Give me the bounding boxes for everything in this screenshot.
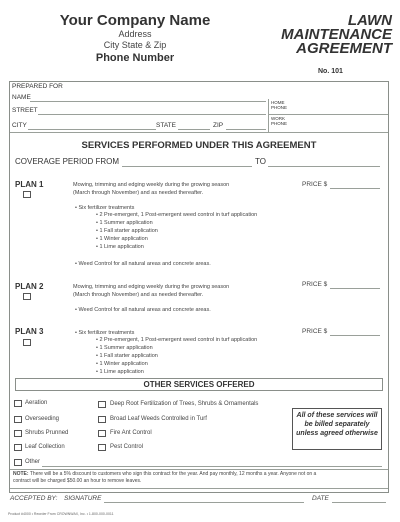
company-name: Your Company Name (59, 12, 211, 29)
plan-3-fert: • Six fertilizer treatments (75, 330, 135, 336)
plan-1-desc-1: Mowing, trimming and edging weekly during the growing season (73, 182, 230, 188)
pest-control-label: Pest Control (110, 444, 144, 450)
leaf-collection-label: Leaf Collection (25, 444, 65, 450)
note-line-2: contract will be charged $50.00 an hour to remove leaves. (13, 478, 142, 484)
billing-note: All of these services will be billed separately unless agreed otherwise (292, 408, 382, 450)
aeration-checkbox[interactable] (14, 400, 22, 407)
form-number: No. 101 (318, 68, 343, 75)
plan-2-weed: • Weed Control for all natural areas and concrete areas. (75, 307, 211, 313)
plan-2-desc-2: (March through November) and as needed thereafter. (73, 292, 204, 298)
plan-3-item-1: • 2 Pre-emergent, 1 Post-emergent weed control in turf application (96, 337, 258, 343)
pest-control-checkbox[interactable] (98, 444, 106, 451)
plan-3-item-2: • 1 Summer application (96, 345, 153, 351)
state-field[interactable] (178, 129, 210, 130)
fire-ant-label: Fire Ant Control (110, 430, 152, 436)
name-label: NAME (12, 94, 31, 101)
other-label: Other (25, 459, 41, 465)
plan-1-desc-2: (March through November) and as needed thereafter. (73, 190, 204, 196)
plan-1-item-1: • 2 Pre-emergent, 1 Post-emergent weed control in turf application (96, 212, 258, 218)
plan-3-item-3: • 1 Fall starter application (96, 353, 158, 359)
zip-field[interactable] (226, 129, 266, 130)
plan-3-label: PLAN 3 (15, 327, 44, 336)
signature-field[interactable] (104, 502, 304, 503)
note-line-1: There will be a 5% discount to customers who sign this contract for the year. And pay monthly, 12 months a year. Anyone not on a (29, 471, 317, 477)
plan-1-price-label: PRICE $ (302, 181, 328, 188)
company-city-state-zip: City State & Zip (103, 40, 167, 50)
plan-2-desc-1: Mowing, trimming and edging weekly during the growing season (73, 284, 230, 290)
plan-3-price-field[interactable] (330, 335, 380, 336)
plan-1-item-4: • 1 Winter application (96, 236, 148, 242)
street-field[interactable] (38, 114, 266, 115)
coverage-to-field[interactable] (268, 166, 380, 167)
home-phone-field[interactable] (268, 114, 388, 115)
plan-1-item-2: • 1 Summer application (96, 220, 153, 226)
plan-3-item-4: • 1 Winter application (96, 361, 148, 367)
plan-1-checkbox[interactable] (23, 191, 31, 198)
work-phone-label: WORK PHONE (271, 116, 288, 126)
home-phone-label: HOME PHONE (271, 100, 288, 110)
services-heading: SERVICES PERFORMED UNDER THIS AGREEMENT (81, 140, 317, 151)
city-field[interactable] (28, 129, 156, 130)
company-block (30, 12, 240, 64)
zip-label: ZIP (213, 122, 224, 129)
discount-note (13, 471, 385, 485)
overseeding-label: Overseeding (25, 416, 60, 422)
shrubs-label: Shrubs Prunned (25, 430, 69, 436)
deep-root-checkbox[interactable] (98, 401, 106, 408)
note-top-rule (10, 469, 388, 470)
company-phone: Phone Number (95, 52, 175, 64)
coverage-from-field[interactable] (122, 166, 252, 167)
title-line-3: AGREEMENT (296, 40, 392, 57)
plan-1-weed: • Weed Control for all natural areas and concrete areas. (75, 261, 211, 267)
date-field[interactable] (332, 502, 386, 503)
other-checkbox[interactable] (14, 459, 22, 466)
signature-label: SIGNATURE (64, 495, 102, 502)
plan-1-item-3: • 1 Fall starter application (96, 228, 158, 234)
broad-leaf-checkbox[interactable] (98, 416, 106, 423)
plan-1-fert: • Six fertilizer treatments (75, 205, 135, 211)
title-line-2: MAINTENANCE (281, 26, 392, 43)
date-label: DATE (312, 495, 329, 502)
name-field[interactable] (30, 101, 266, 102)
state-label: STATE (156, 122, 176, 129)
plan-3-checkbox[interactable] (23, 339, 31, 346)
plan-2-price-label: PRICE $ (302, 281, 328, 288)
city-label: CITY (12, 122, 27, 129)
plan-2-label: PLAN 2 (15, 282, 44, 291)
prepared-for-label: PREPARED FOR (12, 83, 63, 90)
accepted-by-label: ACCEPTED BY: (10, 495, 58, 502)
plan-1-price-field[interactable] (330, 188, 380, 189)
coverage-from-label: COVERAGE PERIOD FROM (15, 157, 120, 166)
other-services-heading: OTHER SERVICES OFFERED (143, 380, 255, 389)
shrubs-checkbox[interactable] (14, 430, 22, 437)
fire-ant-checkbox[interactable] (98, 430, 106, 437)
plan-1-item-5: • 1 Lime application (96, 244, 144, 250)
street-label: STREET (12, 107, 38, 114)
product-footer: Product #4000 • Reorder From CROWNWAX, Inc. • 1-800-000-0011 (8, 512, 114, 516)
plan-1-label: PLAN 1 (15, 180, 44, 189)
phone-divider (268, 99, 269, 132)
leaf-collection-checkbox[interactable] (14, 444, 22, 451)
deep-root-label: Deep Root Fertilization of Trees, Shrubs & Ornamentals (110, 401, 259, 407)
company-address: Address (118, 29, 152, 39)
aeration-label: Aeration (25, 400, 48, 406)
form-title (268, 14, 392, 56)
plan-3-price-label: PRICE $ (302, 328, 328, 335)
coverage-to-label: TO (255, 157, 266, 166)
plan-2-checkbox[interactable] (23, 293, 31, 300)
plan-2-price-field[interactable] (330, 288, 380, 289)
note-bold: NOTE: (13, 471, 29, 477)
broad-leaf-label: Broad Leaf Weeds Controlled in Turf (110, 416, 207, 422)
other-field[interactable] (42, 466, 382, 467)
title-line-1: LAWN (347, 12, 392, 29)
overseeding-checkbox[interactable] (14, 416, 22, 423)
plan-3-item-5: • 1 Lime application (96, 369, 144, 375)
customer-bottom-rule (10, 132, 388, 133)
note-bottom-rule (10, 488, 388, 489)
